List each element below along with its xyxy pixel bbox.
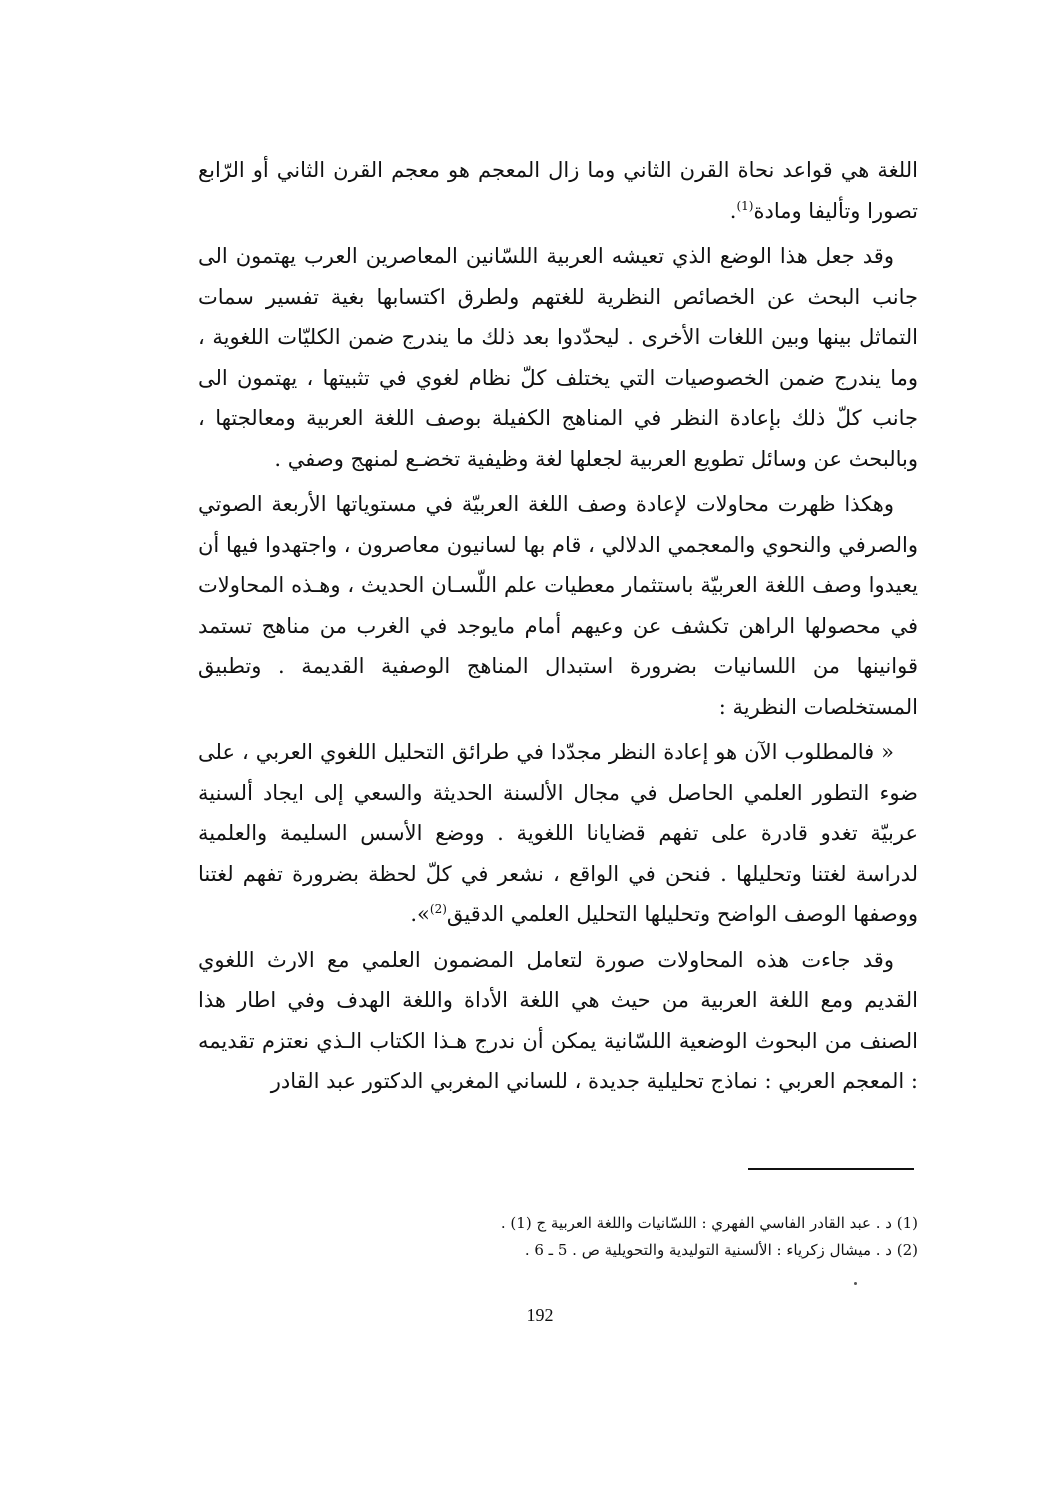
footnote-ref-2[interactable]: (2) [429, 902, 447, 916]
paragraph-1-text: اللغة هي قواعد نحاة القرن الثاني وما زال المعجم هو معجم القرن الثاني أو الرّابع تصورا وتأليفا ومادة [198, 158, 918, 223]
footnote-ref-1[interactable]: (1) [736, 198, 754, 213]
paragraph-1-tail: . [729, 198, 737, 223]
paragraph-4-quote [198, 732, 918, 935]
footnote-2: (2) د . ميشال زكرياء : الألسنية التوليدية والتحويلية ص . 5 ـ 6 . [524, 1241, 918, 1259]
paragraph-3: وهكذا ظهرت محاولات لإعادة وصف اللغة العربيّة في مستوياتها الأربعة الصوتي والصرفي والنحوي والمعجمي الدلالي ، قام بها لسانيون معاصرون ، واجتهدوا فيها أن يعيدوا وصف اللغة العربيّة باستثمار معطيات علم اللّسـان الحديث ، وهـذه المحاولات في محصولها الراهن تكشف عن وعيهم أمام مايوجد في الغرب من مناهج تستمد قوانينها من اللسانيات بضرورة استبدال المناهج الوصفية القديمة . وتطبيق المستخلصات النظرية : [198, 492, 918, 719]
paragraph-4-text: « فالمطلوب الآن هو إعادة النظر مجدّدا في طرائق التحليل اللغوي العربي ، على ضوء التطور العلمي الحاصل في مجال الألسنة الحديثة والسعي إلى ايجاد ألسنية عربيّة تغدو قادرة على تفهم قضايانا اللغوية . ووضع الأسس السليمة والعلمية لدراسة لغتنا وتحليلها . فنحن في الواقع ، نشعر في كلّ لحظة بضرورة تفهم لغتنا ووصفها الوصف الواضح وتحليلها التحليل العلمي الدقيق [198, 740, 918, 926]
footnote-divider [748, 1168, 914, 1170]
paragraph-5: وقد جاءت هذه المحاولات صورة لتعامل المضمون العلمي مع الارث اللغوي القديم ومع اللغة العربية من حيث هي اللغة الأداة واللغة الهدف وفي اطار هذا الصنف من البحوث الوضعية اللسّانية يمكن أن ندرج هـذا الكتاب الـذي نعتزم تقديمه : المعجم العربي : نماذج تحليلية جديدة ، للساني المغربي الدكتور عبد القادر [198, 947, 918, 1093]
footnotes [380, 1210, 918, 1264]
page-number: 192 [526, 1305, 554, 1325]
paragraph-2: وقد جعل هذا الوضع الذي تعيشه العربية اللسّانين المعاصرين العرب يهتمون الى جانب البحث عن الخصائص النظرية للغتهم ولطرق اكتسابها بغية تفسير سمات التماثل بينها وبين اللغات الأخرى . ليحدّدوا بعد ذلك ما يندرج ضمن الكليّات اللغوية ، وما يندرج ضمن الخصوصيات التي يختلف كلّ نظام لغوي في تثبيتها ، يهتمون الى جانب كلّ ذلك بإعادة النظر في المناهج الكفيلة بوصف اللغة العربية ومعالجتها ، وبالبحث عن وسائل تطويع العربية لجعلها لغة وظيفية تخضـع لمنهج وصفي . [198, 244, 918, 471]
footnote-1: (1) د . عبد القادر الفاسي الفهري : اللسّانيات واللغة العربية ج (1) . [500, 1214, 918, 1232]
paragraph-1 [198, 150, 918, 231]
main-text [198, 150, 918, 1102]
paragraph-4-tail: ». [410, 902, 430, 926]
scan-speck [854, 1282, 857, 1285]
